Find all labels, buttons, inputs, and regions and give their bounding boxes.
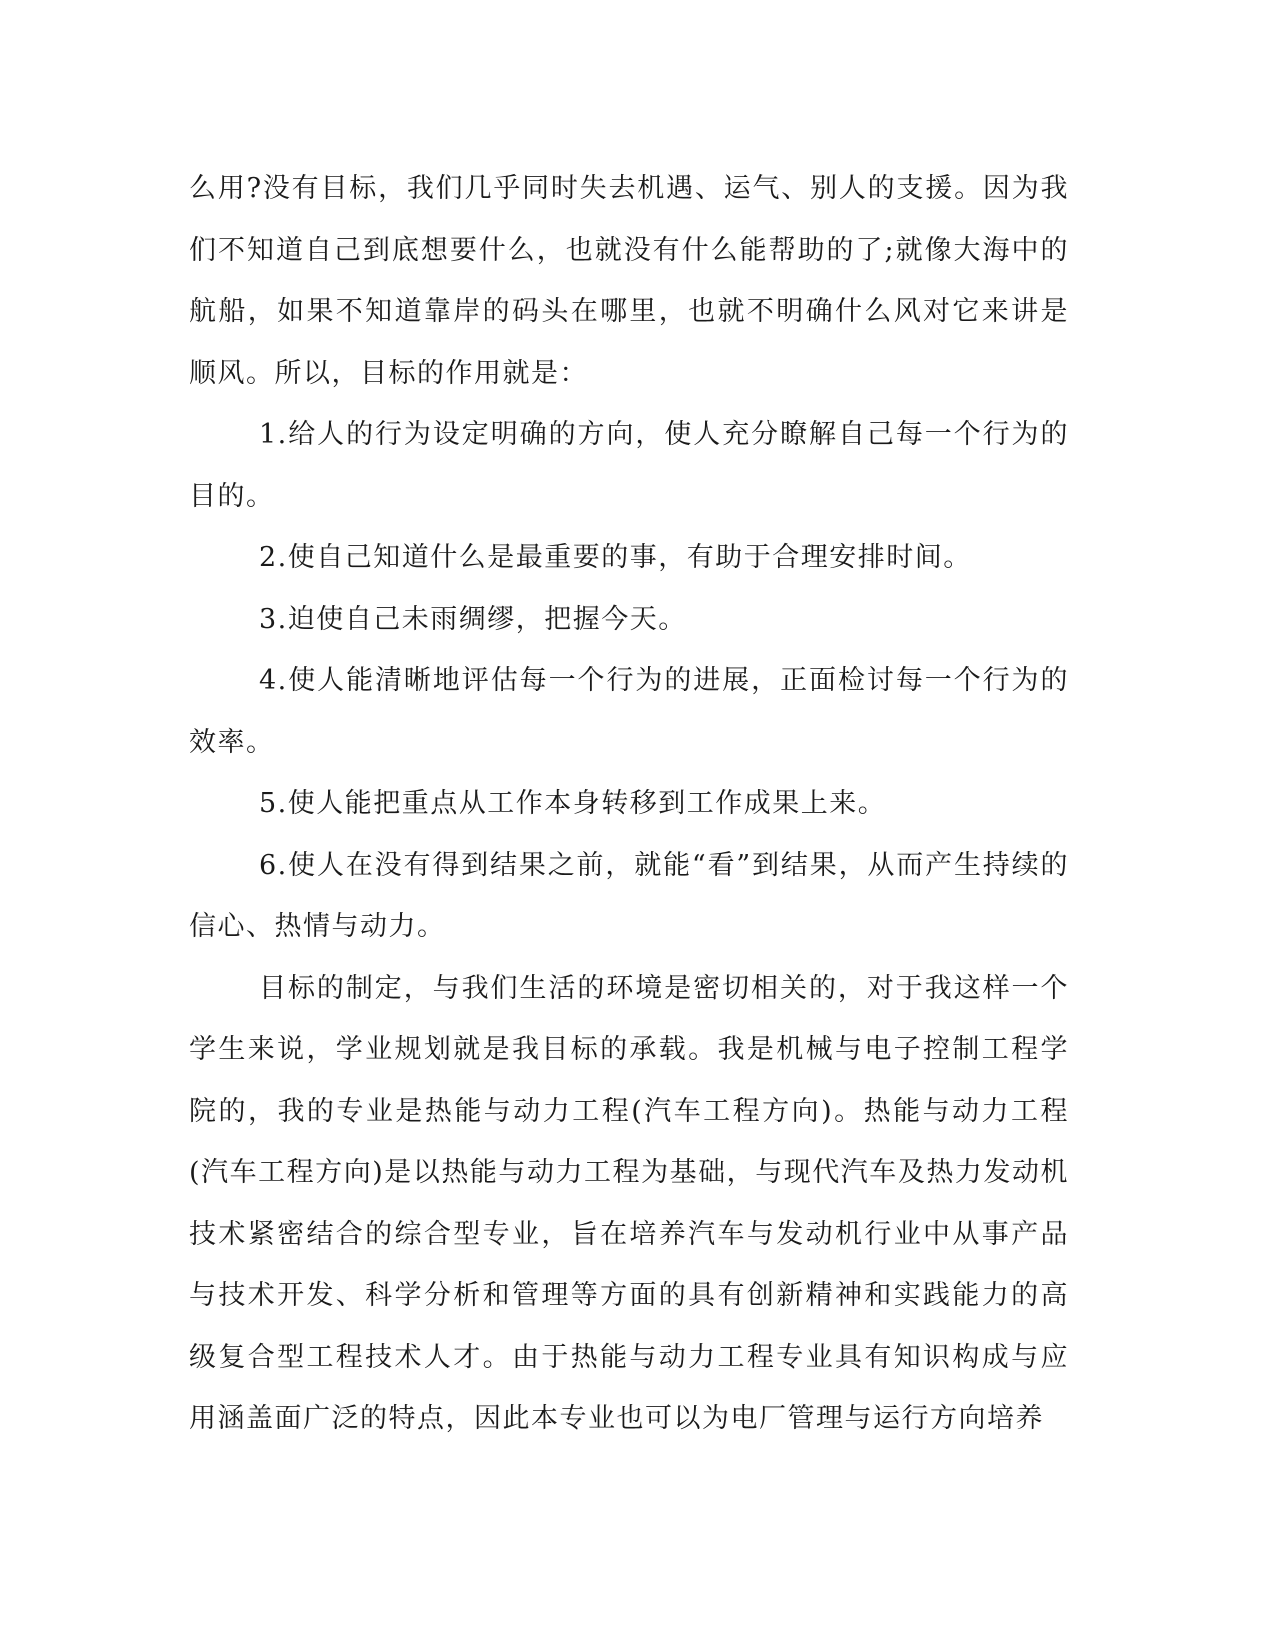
list-item-3: 3.迫使自己未雨绸缪，把握今天。	[259, 603, 687, 635]
paragraph-goal-setting: 目标的制定，与我们生活的环境是密切相关的，对于我这样一个学生来说，学业规划就是我目标的承载。我是机械与电子控制工程学院的，我的专业是热能与动力工程(汽车工程方向)。热能与动力工程(汽车工程方向)是以热能与动力工程为基础，与现代汽车及热力发动机技术紧密结合的综合型专业，旨在培养汽车与发动机行业中从事产品与技术开发、科学分析和管理等方面的具有创新精神和实践能力的高级复合型工程技术人才。由于热能与动力工程专业具有知识构成与应用涵盖面广泛的特点，因此本专业也可以为电厂管理与运行方向培养	[189, 972, 1069, 1434]
list-item-1: 1.给人的行为设定明确的方向，使人充分瞭解自己每一个行为的目的。	[189, 419, 1069, 512]
paragraph-continuation: 么用?没有目标，我们几乎同时失去机遇、运气、别人的支援。因为我们不知道自己到底想要什么，也就没有什么能帮助的了;就像大海中的航船，如果不知道靠岸的码头在哪里，也就不明确什么风对它来讲是顺风。所以，目标的作用就是：	[189, 173, 1069, 389]
list-item-5: 5.使人能把重点从工作本身转移到工作成果上来。	[259, 788, 887, 819]
list-item-6: 6.使人在没有得到结果之前，就能“看”到结果，从而产生持续的信心、热情与动力。	[189, 849, 1069, 942]
list-item-2: 2.使自己知道什么是最重要的事，有助于合理安排时间。	[259, 542, 972, 573]
document-body	[189, 158, 1069, 1450]
list-item-4: 4.使人能清晰地评估每一个行为的进展，正面检讨每一个行为的效率。	[189, 665, 1069, 758]
